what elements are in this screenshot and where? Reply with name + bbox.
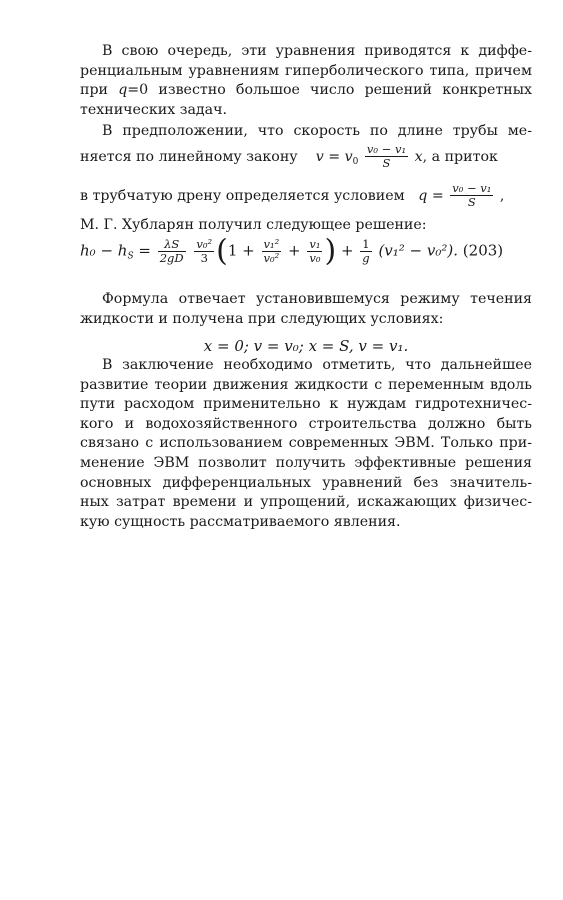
- paragraph-3: [80, 290, 532, 357]
- paragraph-2: [80, 122, 532, 235]
- p4-line-1: В заключение необходимо отметить, что дальнейшее: [102, 357, 532, 373]
- p3-line-2: жидкости и получена при следующих условиях:: [80, 310, 444, 327]
- p1-line-3: при q=0 известно большое число решений конкретных: [80, 82, 532, 99]
- p4-line-2: развитие теории движения жидкости с переменным вдоль: [80, 376, 532, 393]
- velocity-fraction: $\frac{\text{v₀ − v₁}}{S}$: [366, 142, 407, 171]
- p4-line-9: кую сущность рассматриваемого явления.: [80, 513, 401, 530]
- equation-number: (203): [462, 241, 504, 260]
- p2-line-1: В предположении, что скорость по длине трубы ме-: [102, 123, 532, 139]
- equation-203: $h_0 - h_S$ = $\frac{\lambda S}{2gD}$ $\frac{\text{v₀²}}{3}$ (1 + $\frac{\text{v₁²}}{\text{v₀²}}$ + $\frac{\text{v₁}}{\text{v₀}}$ ) + $\frac{1}{g}$ (v₁² − v₀²). (203): [80, 233, 504, 269]
- p1-line-4: технических задач.: [80, 101, 227, 118]
- p4-line-5: связано с использованием современных ЭВМ. Только при-: [80, 435, 532, 452]
- p4-line-6: менение ЭВМ позволит получить эффективные решения: [80, 454, 532, 471]
- p2-line-3: в трубчатую дрену определяется условием q = $\frac{\text{v₀ − v₁}}{S}$ ,: [80, 181, 505, 210]
- paragraph-4: [80, 356, 532, 532]
- p2-line-2: няется по линейному закону $v = v_0$ $\frac{\text{v₀ − v₁}}{S}$ x, а приток: [80, 142, 498, 171]
- p4-line-4: кого и водохозяйственного строительства должно быть: [80, 415, 532, 432]
- p4-line-7: основных дифференциальных уравнений без значитель-: [80, 474, 532, 491]
- p4-line-3: пути расходом применительно к нуждам гидротехничес-: [80, 396, 532, 413]
- inflow-fraction: $\frac{\text{v₀ − v₁}}{S}$: [452, 181, 492, 210]
- paragraph-1: [80, 42, 532, 120]
- boundary-conditions: x = 0; v = v₀; x = S, v = v₁.: [203, 337, 409, 356]
- p1-line-2: ренциальным уравнениям гиперболического типа, причем: [80, 62, 532, 79]
- p1-line-1: В свою очередь, эти уравнения приводятся к диффе-: [102, 43, 532, 59]
- p3-line-1: Формула отвечает установившемуся режиму течения: [102, 291, 532, 307]
- p2-line-4: М. Г. Хубларян получил следующее решение:: [80, 216, 427, 233]
- p4-line-8: ных затрат времени и упрощений, искажающих физичес-: [80, 494, 532, 511]
